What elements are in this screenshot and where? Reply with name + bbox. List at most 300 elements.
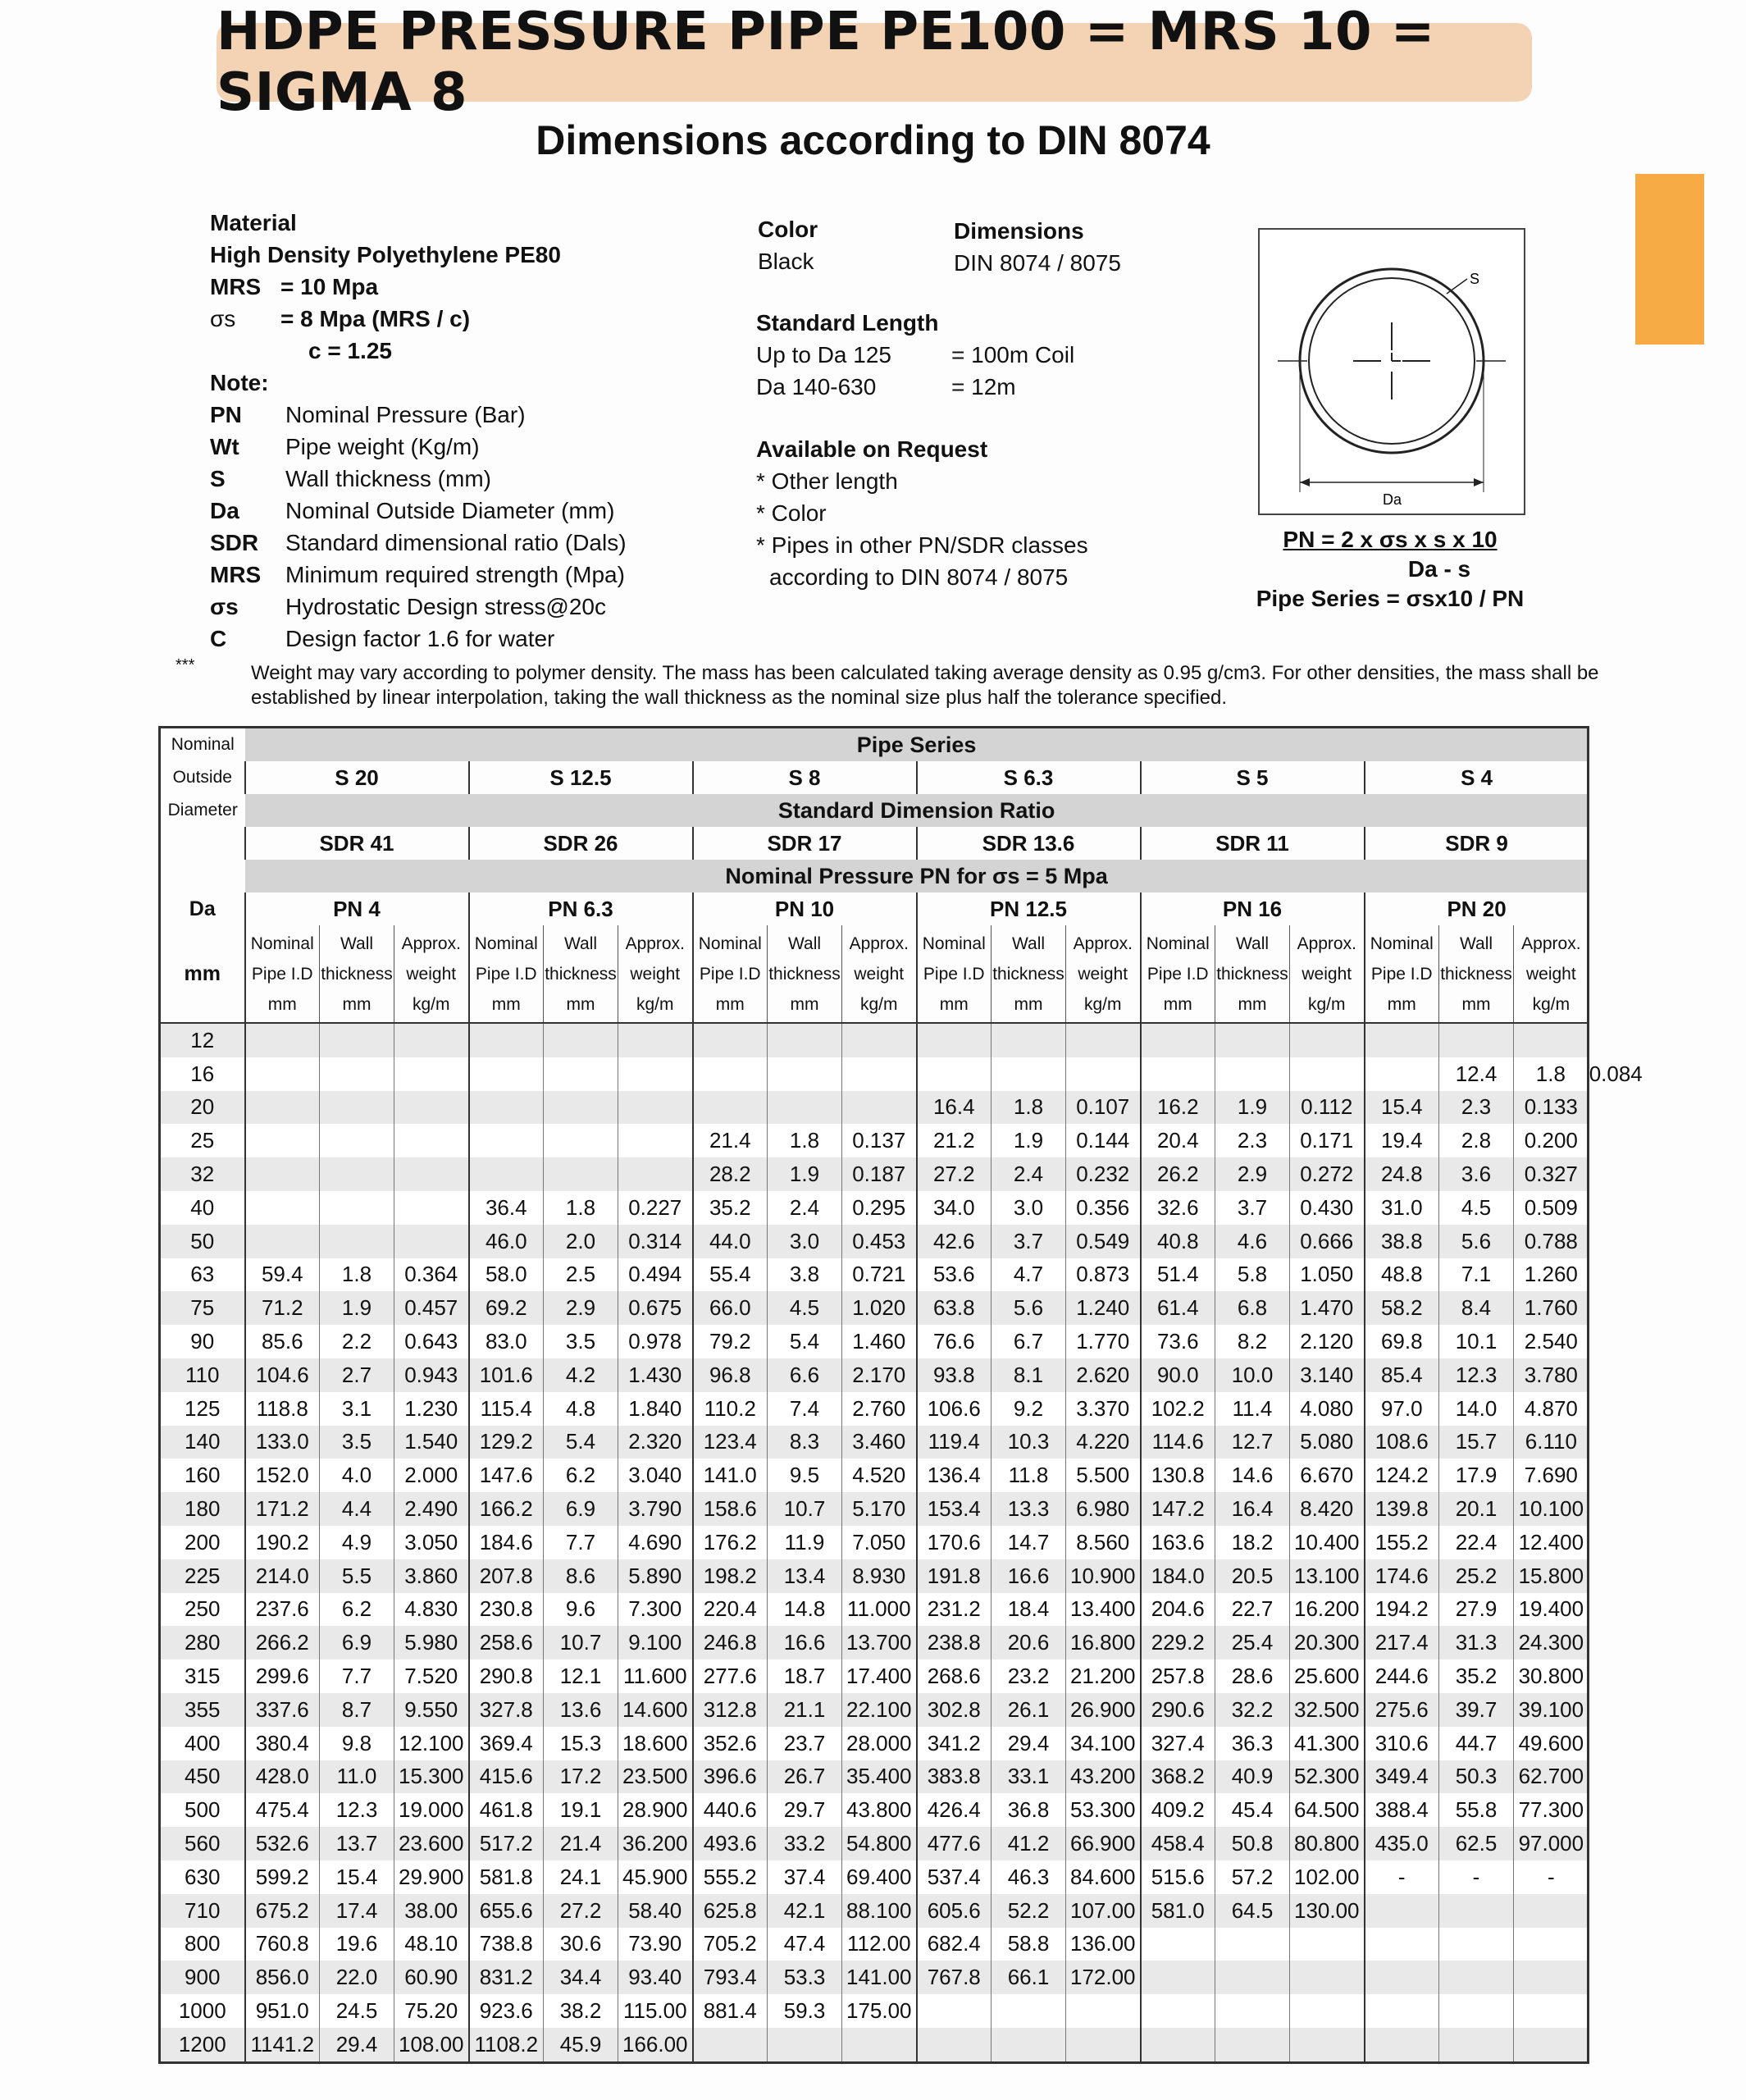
value-cell: 3.7: [1215, 1191, 1290, 1225]
value-cell: 12.3: [320, 1793, 394, 1827]
subheader-line: Nominal: [250, 934, 314, 953]
value-cell: [245, 1191, 320, 1225]
value-cell: 0.643: [394, 1325, 469, 1358]
value-cell: 115.4: [469, 1392, 544, 1426]
subheader-line: mm: [1461, 994, 1491, 1014]
value-cell: 204.6: [1141, 1593, 1215, 1627]
value-cell: [1066, 1057, 1141, 1091]
value-cell: 32.2: [1215, 1693, 1290, 1727]
value-cell: 310.6: [1365, 1727, 1439, 1760]
value-cell: 14.600: [618, 1693, 693, 1727]
sigma-key: σs: [210, 306, 236, 331]
value-cell: 153.4: [917, 1492, 992, 1526]
column-subheader: [842, 925, 917, 1023]
value-cell: [1439, 1961, 1514, 1994]
pipe-cross-section-icon: [1260, 230, 1524, 514]
sdr-header: SDR 9: [1365, 827, 1589, 860]
value-cell: 26.7: [768, 1760, 842, 1794]
note-value: Pipe weight (Kg/m): [285, 434, 480, 459]
value-cell: 15.4: [320, 1860, 394, 1894]
value-cell: 214.0: [245, 1559, 320, 1593]
da-cell: 25: [160, 1124, 245, 1157]
value-cell: 12.1: [544, 1659, 618, 1693]
value-cell: 1141.2: [245, 2028, 320, 2062]
value-cell: [245, 1157, 320, 1191]
value-cell: 49.600: [1514, 1727, 1589, 1760]
available-item: * Other length: [756, 468, 898, 494]
note-row: [210, 495, 718, 527]
value-cell: 8.2: [1215, 1325, 1290, 1358]
value-cell: 47.4: [768, 1928, 842, 1961]
value-cell: [544, 1124, 618, 1157]
da-cell: 63: [160, 1258, 245, 1292]
value-cell: 2.000: [394, 1459, 469, 1492]
value-cell: 7.4: [768, 1392, 842, 1426]
column-subheader: [1066, 925, 1141, 1023]
value-cell: [245, 1091, 320, 1125]
value-cell: 93.8: [917, 1358, 992, 1392]
value-cell: 35.2: [693, 1191, 768, 1225]
note-row: [210, 431, 718, 463]
note-value: Wall thickness (mm): [285, 466, 491, 491]
value-cell: 881.4: [693, 1994, 768, 2028]
value-cell: 229.2: [1141, 1626, 1215, 1659]
value-cell: 11.4: [1215, 1392, 1290, 1426]
value-cell: 174.6: [1365, 1559, 1439, 1593]
value-cell: 0.978: [618, 1325, 693, 1358]
value-cell: 36.8: [992, 1793, 1066, 1827]
value-cell: 22.7: [1215, 1593, 1290, 1627]
value-cell: 440.6: [693, 1793, 768, 1827]
sdr-header: SDR 11: [1141, 827, 1365, 860]
value-cell: 3.8: [768, 1258, 842, 1292]
value-cell: 97.0: [1365, 1392, 1439, 1426]
subheader-line: thickness: [545, 964, 617, 984]
value-cell: 383.8: [917, 1760, 992, 1794]
subheader-line: mm: [790, 994, 819, 1014]
orange-page-tab: [1635, 174, 1704, 345]
value-cell: 349.4: [1365, 1760, 1439, 1794]
value-cell: 388.4: [1365, 1793, 1439, 1827]
pn-header: PN 16: [1141, 892, 1365, 925]
value-cell: 114.6: [1141, 1426, 1215, 1459]
value-cell: 38.8: [1365, 1225, 1439, 1258]
value-cell: 28.000: [842, 1727, 917, 1760]
da-cell: 20: [160, 1091, 245, 1125]
value-cell: 23.7: [768, 1727, 842, 1760]
column-subheader: [1290, 925, 1365, 1023]
value-cell: 34.0: [917, 1191, 992, 1225]
value-cell: [1514, 1994, 1589, 2028]
value-cell: 7.520: [394, 1659, 469, 1693]
value-cell: 0.314: [618, 1225, 693, 1258]
value-cell: [1365, 1023, 1439, 1057]
value-cell: 51.4: [1141, 1258, 1215, 1292]
value-cell: 175.00: [842, 1994, 917, 2028]
value-cell: 3.050: [394, 1526, 469, 1559]
da-cell: 75: [160, 1291, 245, 1325]
value-cell: 2.4: [768, 1191, 842, 1225]
value-cell: 17.400: [842, 1659, 917, 1693]
value-cell: 0.457: [394, 1291, 469, 1325]
value-cell: [394, 1157, 469, 1191]
table-row: [160, 1459, 1589, 1492]
value-cell: 194.2: [1365, 1593, 1439, 1627]
value-cell: 9.8: [320, 1727, 394, 1760]
value-cell: 0.494: [618, 1258, 693, 1292]
value-cell: 515.6: [1141, 1860, 1215, 1894]
value-cell: 2.0: [544, 1225, 618, 1258]
table-row: [160, 1023, 1589, 1057]
pn-header: PN 10: [693, 892, 917, 925]
da-cell: 110: [160, 1358, 245, 1392]
value-cell: 25.600: [1290, 1659, 1365, 1693]
value-cell: 73.6: [1141, 1325, 1215, 1358]
value-cell: 50.8: [1215, 1827, 1290, 1860]
subheader-line: mm: [267, 994, 297, 1014]
value-cell: 85.4: [1365, 1358, 1439, 1392]
da-cell: 12: [160, 1023, 245, 1057]
value-cell: 118.8: [245, 1392, 320, 1426]
note-row: [210, 623, 718, 655]
value-cell: [1439, 1023, 1514, 1057]
table-row: [160, 1928, 1589, 1961]
length-row: [756, 371, 1074, 403]
value-cell: 3.860: [394, 1559, 469, 1593]
value-cell: 16.4: [1215, 1492, 1290, 1526]
value-cell: 4.9: [320, 1526, 394, 1559]
value-cell: 22.4: [1439, 1526, 1514, 1559]
value-cell: [1514, 1023, 1589, 1057]
value-cell: 268.6: [917, 1659, 992, 1693]
subheader-line: weight: [854, 964, 905, 984]
value-cell: 28.2: [693, 1157, 768, 1191]
value-cell: 1.470: [1290, 1291, 1365, 1325]
value-cell: [1290, 1994, 1365, 2028]
value-cell: [768, 1091, 842, 1125]
value-cell: 4.5: [1439, 1191, 1514, 1225]
value-cell: 0.327: [1514, 1157, 1589, 1191]
value-cell: 19.400: [1514, 1593, 1589, 1627]
value-cell: 37.4: [768, 1860, 842, 1894]
value-cell: 32.500: [1290, 1693, 1365, 1727]
value-cell: 290.8: [469, 1659, 544, 1693]
subheader-line: thickness: [768, 964, 841, 984]
value-cell: 55.8: [1439, 1793, 1514, 1827]
subheader-line: Nominal: [1370, 934, 1434, 953]
value-cell: 133.0: [245, 1426, 320, 1459]
note-row: [210, 463, 718, 495]
value-cell: 198.2: [693, 1559, 768, 1593]
value-cell: 655.6: [469, 1894, 544, 1928]
value-cell: 8.560: [1066, 1526, 1141, 1559]
value-cell: [1439, 1994, 1514, 2028]
da-cell: 800: [160, 1928, 245, 1961]
page-subtitle: Dimensions according to DIN 8074: [536, 117, 1210, 163]
value-cell: 12.3: [1439, 1358, 1514, 1392]
value-cell: [1141, 1023, 1215, 1057]
value-cell: 42.1: [768, 1894, 842, 1928]
pipe-diagram: [1258, 228, 1525, 515]
value-cell: 8.4: [1439, 1291, 1514, 1325]
value-cell: 4.7: [992, 1258, 1066, 1292]
value-cell: 13.3: [992, 1492, 1066, 1526]
value-cell: 275.6: [1365, 1693, 1439, 1727]
value-cell: 237.6: [245, 1593, 320, 1627]
value-cell: 0.721: [842, 1258, 917, 1292]
value-cell: 58.8: [992, 1928, 1066, 1961]
value-cell: 139.8: [1365, 1492, 1439, 1526]
value-cell: 1.240: [1066, 1291, 1141, 1325]
value-cell: 1.260: [1514, 1258, 1589, 1292]
value-cell: 20.4: [1141, 1124, 1215, 1157]
column-subheader: [1439, 925, 1514, 1023]
value-cell: 147.2: [1141, 1492, 1215, 1526]
subheader-line: kg/m: [859, 994, 898, 1014]
series-header: S 6.3: [917, 761, 1141, 794]
value-cell: 380.4: [245, 1727, 320, 1760]
value-cell: 58.2: [1365, 1291, 1439, 1325]
value-cell: 107.00: [1066, 1894, 1141, 1928]
value-cell: 184.0: [1141, 1559, 1215, 1593]
value-cell: 3.1: [320, 1392, 394, 1426]
value-cell: 25.2: [1439, 1559, 1514, 1593]
value-cell: 53.3: [768, 1961, 842, 1994]
table-row: [160, 1225, 1589, 1258]
subheader-line: Approx.: [1521, 934, 1581, 953]
value-cell: 3.140: [1290, 1358, 1365, 1392]
value-cell: 0.295: [842, 1191, 917, 1225]
value-cell: 45.9: [544, 2028, 618, 2062]
material-value: High Density Polyethylene PE80: [210, 242, 561, 267]
value-cell: 130.00: [1290, 1894, 1365, 1928]
value-cell: 26.2: [1141, 1157, 1215, 1191]
value-cell: [842, 2028, 917, 2062]
value-cell: 2.540: [1514, 1325, 1589, 1358]
value-cell: 6.980: [1066, 1492, 1141, 1526]
da-cell: 32: [160, 1157, 245, 1191]
column-subheader: [245, 925, 320, 1023]
value-cell: 93.40: [618, 1961, 693, 1994]
value-cell: 23.600: [394, 1827, 469, 1860]
column-subheader: [320, 925, 394, 1023]
value-cell: [1141, 1994, 1215, 2028]
value-cell: 0.187: [842, 1157, 917, 1191]
available-item: * Color: [756, 500, 827, 526]
footnote-stars: ***: [176, 656, 195, 674]
value-cell: 0.788: [1514, 1225, 1589, 1258]
value-cell: 21.1: [768, 1693, 842, 1727]
value-cell: 6.9: [544, 1492, 618, 1526]
value-cell: 16.4: [917, 1091, 992, 1125]
value-cell: 35.400: [842, 1760, 917, 1794]
value-cell: 17.4: [320, 1894, 394, 1928]
value-cell: 266.2: [245, 1626, 320, 1659]
value-cell: 4.2: [544, 1358, 618, 1392]
da-cell: 40: [160, 1191, 245, 1225]
value-cell: 4.080: [1290, 1392, 1365, 1426]
value-cell: 46.3: [992, 1860, 1066, 1894]
table-row: [160, 1526, 1589, 1559]
value-cell: 493.6: [693, 1827, 768, 1860]
value-cell: 13.6: [544, 1693, 618, 1727]
value-cell: 24.300: [1514, 1626, 1589, 1659]
value-cell: 951.0: [245, 1994, 320, 2028]
value-cell: 2.490: [394, 1492, 469, 1526]
subheader-line: Approx.: [401, 934, 461, 953]
value-cell: 14.6: [1215, 1459, 1290, 1492]
value-cell: 23.2: [992, 1659, 1066, 1693]
value-cell: [1365, 1928, 1439, 1961]
value-cell: 0.509: [1514, 1191, 1589, 1225]
value-cell: 171.2: [245, 1492, 320, 1526]
value-cell: 136.4: [917, 1459, 992, 1492]
da-header-cell: Diameter: [167, 801, 238, 819]
table-row: [160, 1157, 1589, 1191]
available-item: * Pipes in other PN/SDR classes: [756, 532, 1088, 558]
value-cell: 97.000: [1514, 1827, 1589, 1860]
subheader-line: mm: [1238, 994, 1267, 1014]
value-cell: 605.6: [917, 1894, 992, 1928]
value-cell: 0.133: [1514, 1091, 1589, 1125]
value-cell: [842, 1023, 917, 1057]
da-header-cell: Outside: [172, 768, 232, 787]
subheader-line: kg/m: [636, 994, 674, 1014]
value-cell: 15.800: [1514, 1559, 1589, 1593]
table-row: [160, 1124, 1589, 1157]
value-cell: 0.232: [1066, 1157, 1141, 1191]
value-cell: 1.770: [1066, 1325, 1141, 1358]
sigma-value: = 8 Mpa (MRS / c): [280, 306, 471, 331]
value-cell: 2.320: [618, 1426, 693, 1459]
value-cell: 163.6: [1141, 1526, 1215, 1559]
value-cell: 2.620: [1066, 1358, 1141, 1392]
value-cell: [245, 1124, 320, 1157]
weight-note: Weight may vary according to polymer density. The mass has been calculated taking average density as 0.95 g/cm3. For other densities, the mass shall be established by linear interpolation, taking the wall thickness as the nominal size plus half the tolerance specified.: [251, 662, 1599, 709]
value-cell: 4.0: [320, 1459, 394, 1492]
value-cell: 20.6: [992, 1626, 1066, 1659]
value-cell: 43.200: [1066, 1760, 1141, 1794]
pipe-series-formula: Pipe Series = σsx10 / PN: [1256, 586, 1525, 611]
da-cell: 900: [160, 1961, 245, 1994]
value-cell: 108.00: [394, 2028, 469, 2062]
value-cell: [1514, 2028, 1589, 2062]
value-cell: [1365, 1894, 1439, 1928]
title-banner: [217, 2, 1532, 123]
table-row: [160, 1860, 1589, 1894]
value-cell: 50.3: [1439, 1760, 1514, 1794]
value-cell: 26.900: [1066, 1693, 1141, 1727]
value-cell: 3.7: [992, 1225, 1066, 1258]
table-row: [160, 1693, 1589, 1727]
value-cell: 19.6: [320, 1928, 394, 1961]
value-cell: 231.2: [917, 1593, 992, 1627]
value-cell: [394, 1023, 469, 1057]
value-cell: [768, 1057, 842, 1091]
value-cell: 80.800: [1290, 1827, 1365, 1860]
value-cell: 33.2: [768, 1827, 842, 1860]
value-cell: 55.4: [693, 1258, 768, 1292]
value-cell: 52.2: [992, 1894, 1066, 1928]
value-cell: 5.170: [842, 1492, 917, 1526]
da-cell: 355: [160, 1693, 245, 1727]
value-cell: 290.6: [1141, 1693, 1215, 1727]
value-cell: [320, 1057, 394, 1091]
value-cell: [1141, 1057, 1215, 1091]
value-cell: 856.0: [245, 1961, 320, 1994]
value-cell: [469, 1057, 544, 1091]
value-cell: 26.1: [992, 1693, 1066, 1727]
value-cell: 102.00: [1290, 1860, 1365, 1894]
value-cell: 532.6: [245, 1827, 320, 1860]
value-cell: 760.8: [245, 1928, 320, 1961]
value-cell: 6.110: [1514, 1426, 1589, 1459]
value-cell: 435.0: [1365, 1827, 1439, 1860]
value-cell: 141.0: [693, 1459, 768, 1492]
pn-header: PN 12.5: [917, 892, 1141, 925]
value-cell: 44.7: [1439, 1727, 1514, 1760]
value-cell: 1.8: [544, 1191, 618, 1225]
dimensions-block: [954, 215, 1121, 279]
value-cell: 21.200: [1066, 1659, 1141, 1693]
value-cell: [320, 1023, 394, 1057]
value-cell: [618, 1157, 693, 1191]
subheader-line: kg/m: [1083, 994, 1122, 1014]
value-cell: 0.666: [1290, 1225, 1365, 1258]
table-row: [160, 1827, 1589, 1860]
table-row: [160, 1994, 1589, 2028]
value-cell: 1.9: [1215, 1091, 1290, 1125]
value-cell: [618, 1057, 693, 1091]
subheader-line: Wall: [1011, 934, 1046, 953]
value-cell: [394, 1124, 469, 1157]
value-cell: [469, 1157, 544, 1191]
value-cell: 3.790: [618, 1492, 693, 1526]
value-cell: [320, 1225, 394, 1258]
value-cell: 767.8: [917, 1961, 992, 1994]
value-cell: 8.6: [544, 1559, 618, 1593]
value-cell: [394, 1057, 469, 1091]
value-cell: 409.2: [1141, 1793, 1215, 1827]
value-cell: 11.9: [768, 1526, 842, 1559]
value-cell: 41.2: [992, 1827, 1066, 1860]
value-cell: 147.6: [469, 1459, 544, 1492]
da-cell: 1000: [160, 1994, 245, 2028]
material-heading: Material: [210, 210, 297, 235]
value-cell: 16.6: [992, 1559, 1066, 1593]
value-cell: 11.0: [320, 1760, 394, 1794]
color-block: [758, 213, 818, 277]
value-cell: 461.8: [469, 1793, 544, 1827]
note-key: Wt: [210, 434, 239, 459]
value-cell: 8.930: [842, 1559, 917, 1593]
value-cell: 12.4: [1439, 1057, 1514, 1091]
value-cell: 24.1: [544, 1860, 618, 1894]
value-cell: [469, 1124, 544, 1157]
value-cell: 2.5: [544, 1258, 618, 1292]
value-cell: 36.200: [618, 1827, 693, 1860]
value-cell: [320, 1091, 394, 1125]
value-cell: 22.0: [320, 1961, 394, 1994]
value-cell: 13.700: [842, 1626, 917, 1659]
note-value: Design factor 1.6 for water: [285, 626, 555, 651]
value-cell: 1.8: [768, 1124, 842, 1157]
value-cell: 10.400: [1290, 1526, 1365, 1559]
value-cell: 85.6: [245, 1325, 320, 1358]
value-cell: 39.100: [1514, 1693, 1589, 1727]
value-cell: 675.2: [245, 1894, 320, 1928]
value-cell: [917, 1057, 992, 1091]
